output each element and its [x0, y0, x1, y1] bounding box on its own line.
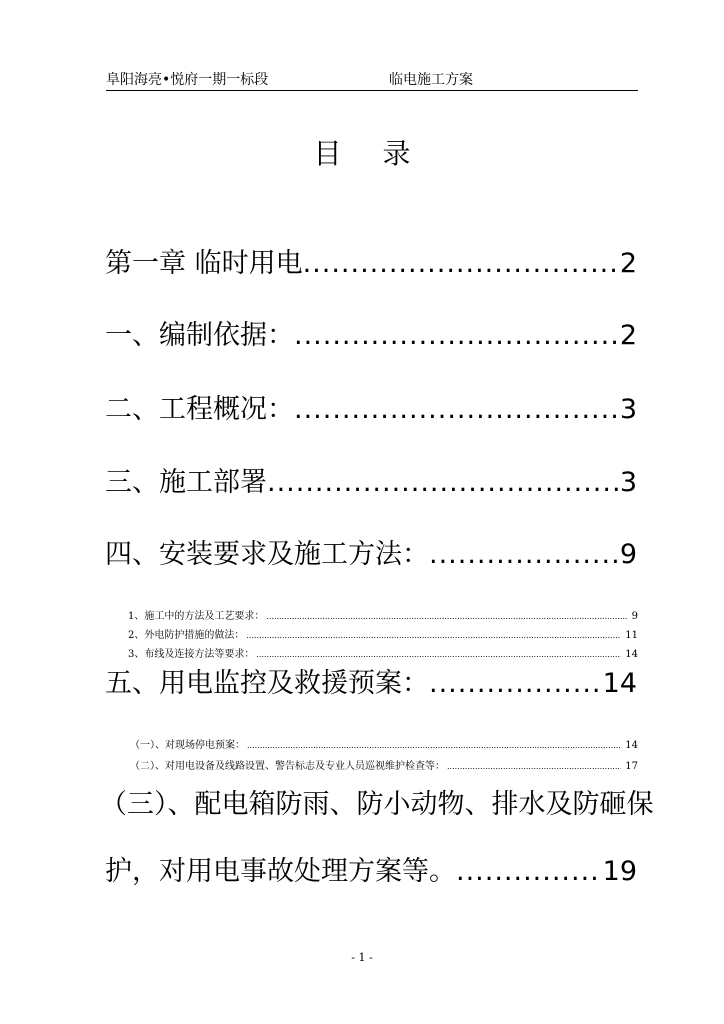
toc-entry-page: 14	[625, 649, 638, 660]
toc-entry-section-4-1[interactable]	[128, 609, 638, 625]
toc-entry-section-2[interactable]	[105, 390, 637, 430]
toc-entry-text: 1、施工中的方法及工艺要求：	[128, 611, 265, 622]
toc-entry-section-3[interactable]	[105, 463, 637, 503]
toc-entry-text: 2、外电防护措施的做法：	[128, 630, 245, 641]
toc-entry-section-5-3-line-1[interactable]: （三）、配电箱防雨、防小动物、排水及防砸保	[100, 789, 654, 820]
toc-leader-dots	[303, 244, 618, 284]
toc-entry-text: 四、安装要求及施工方法：	[105, 539, 429, 570]
toc-entry-text: （二）、对用电设备及线路设置、警告标志及专业人员巡视维护检查等：	[130, 761, 445, 772]
toc-leader-dots	[256, 647, 621, 663]
toc-leader-dots	[456, 852, 601, 892]
toc-entry-page: 19	[602, 856, 637, 887]
toc-entry-text: 护，对用电事故处理方案等。	[105, 856, 456, 887]
header-document-name: 临电施工方案	[389, 72, 473, 88]
toc-entry-page: 9	[619, 539, 637, 570]
toc-entry-page: 14	[602, 668, 637, 699]
header-project-name: 阜阳海亮•悦府一期一标段	[106, 72, 269, 88]
toc-leader-dots	[267, 463, 618, 503]
toc-leader-dots	[246, 628, 621, 644]
toc-entry-text: 一、编制依据：	[105, 320, 294, 351]
toc-entry-text: （一）、对现场停电预案：	[130, 740, 245, 751]
toc-entry-text: 三、施工部署	[105, 467, 267, 498]
toc-entry-text: 第一章 临时用电	[105, 248, 303, 279]
toc-entry-section-5-3-line-2[interactable]	[105, 852, 637, 892]
toc-entry-page: 3	[619, 467, 637, 498]
toc-entry-section-4-2[interactable]	[128, 628, 638, 644]
toc-entry-page: 2	[619, 248, 637, 279]
toc-entry-text: 二、工程概况：	[105, 394, 294, 425]
toc-entry-page: 11	[625, 630, 638, 641]
toc-leader-dots	[266, 609, 627, 625]
page-number: - 1 -	[351, 951, 373, 964]
toc-leader-dots	[294, 390, 618, 430]
toc-entry-page: 3	[619, 394, 637, 425]
toc-entry-page: 17	[625, 761, 638, 772]
toc-entry-section-5[interactable]	[105, 664, 637, 704]
page-header	[106, 68, 638, 91]
toc-entry-section-1[interactable]	[105, 316, 637, 356]
toc-entry-page: 2	[619, 320, 637, 351]
toc-entry-page: 9	[631, 611, 638, 622]
toc-entry-text: 五、用电监控及救援预案：	[105, 668, 429, 699]
toc-entry-section-4-3[interactable]	[128, 647, 638, 663]
toc-leader-dots	[429, 535, 618, 575]
toc-leader-dots	[447, 759, 621, 775]
toc-leader-dots	[429, 664, 601, 704]
toc-entry-chapter-1[interactable]	[105, 244, 637, 284]
toc-leader-dots	[294, 316, 618, 356]
toc-entry-section-5-2[interactable]	[130, 759, 638, 775]
toc-leader-dots	[247, 738, 621, 754]
toc-entry-section-5-1[interactable]	[130, 738, 638, 754]
toc-entry-page: 14	[625, 740, 638, 751]
toc-entry-section-4[interactable]	[105, 535, 637, 575]
toc-entry-text: 3、布线及连接方法等要求：	[128, 649, 255, 660]
toc-title: 目 录	[313, 137, 427, 170]
